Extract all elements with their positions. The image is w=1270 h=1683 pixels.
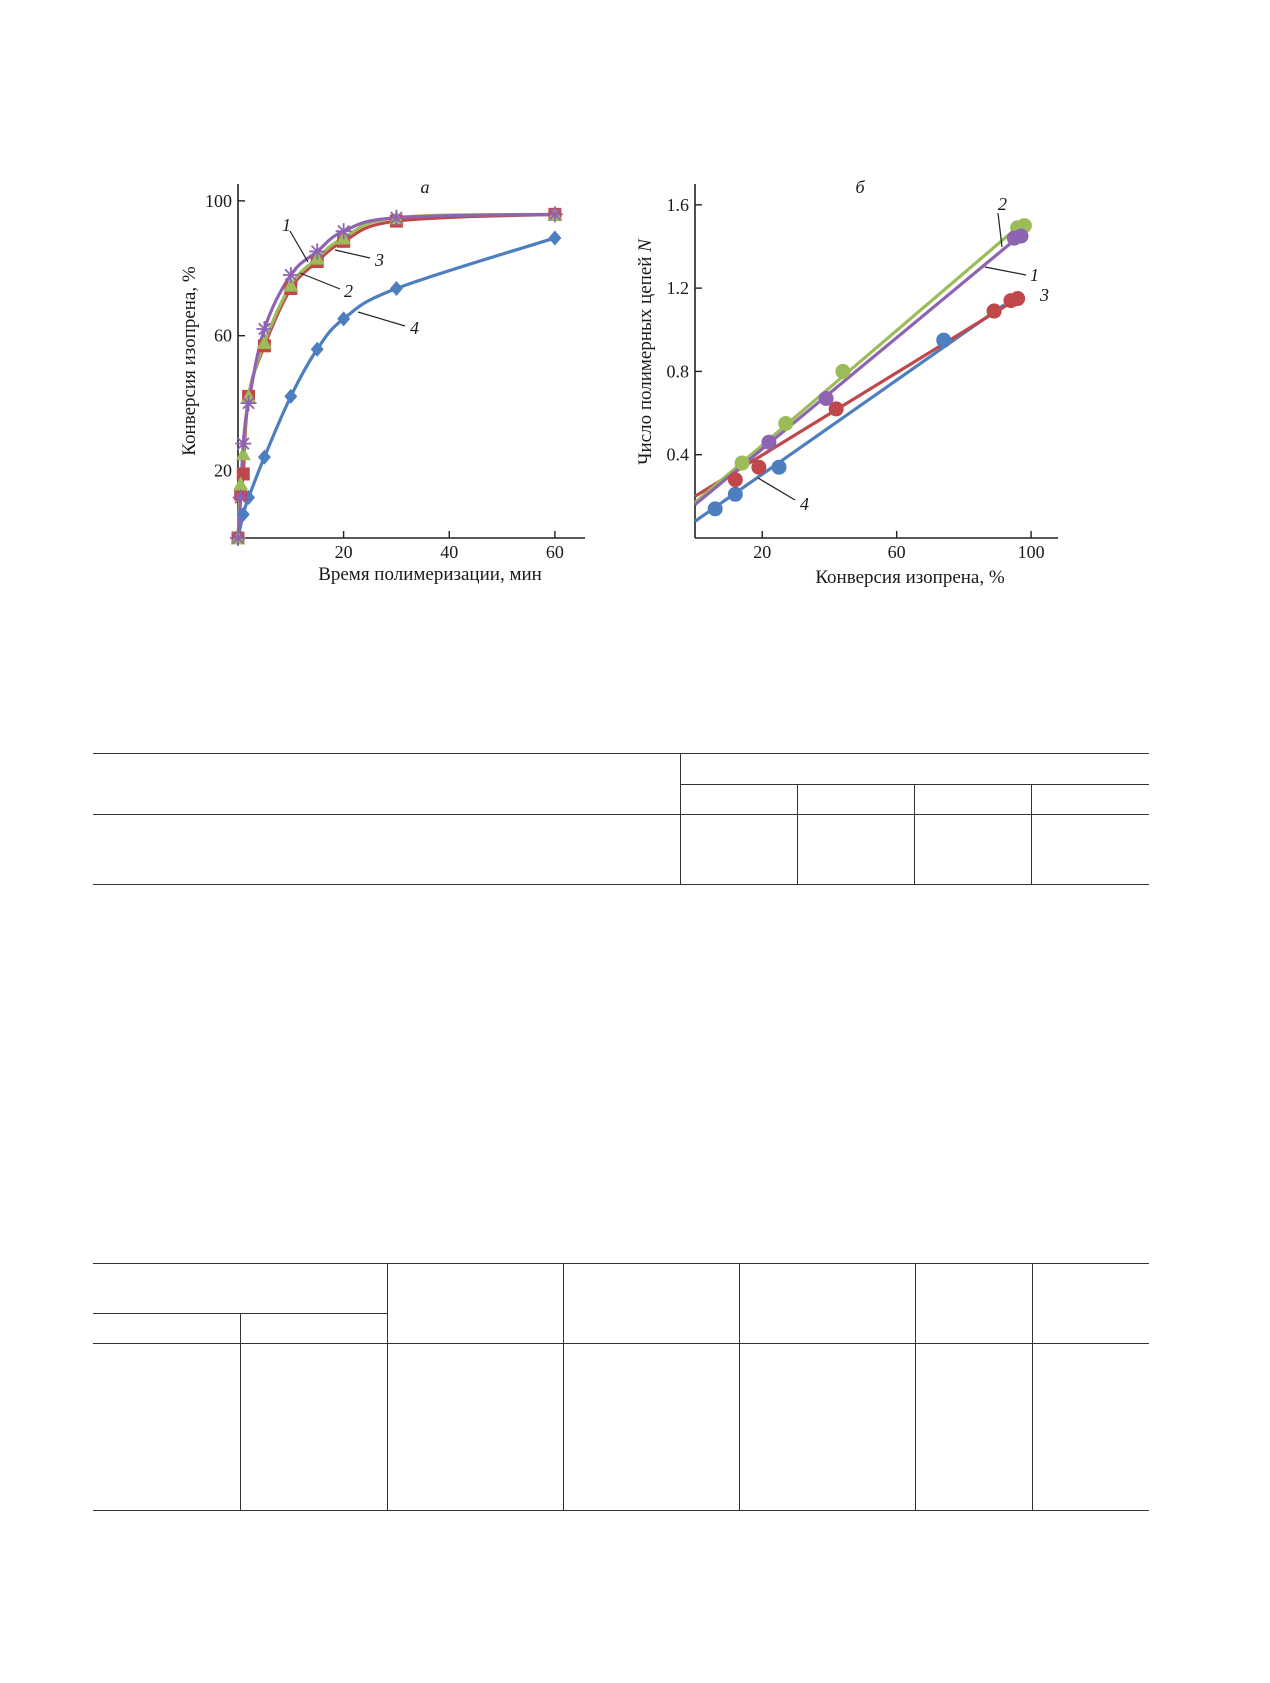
table-2-top-rule xyxy=(93,1263,1149,1264)
series-3-point xyxy=(728,472,743,487)
panel-a-xlabel: Время полимеризации, мин xyxy=(318,564,542,585)
series-1-line xyxy=(238,214,555,538)
b-label-2: 2 xyxy=(998,194,1007,214)
series-4-point xyxy=(708,501,723,516)
series-1-point xyxy=(241,395,257,411)
panel-a-x-tick-label: 20 xyxy=(334,542,353,562)
table-2-col-divider xyxy=(1032,1263,1033,1510)
panel-b-y-tick-label: 0.8 xyxy=(666,361,689,382)
series-3-point xyxy=(751,460,766,475)
a-label-1-leader xyxy=(290,231,308,262)
b-label-1-leader xyxy=(985,267,1026,275)
b-label-3: 3 xyxy=(1040,285,1049,305)
table-1-col-divider xyxy=(797,784,798,884)
a-label-3: 3 xyxy=(375,250,384,270)
table-1-bottom-rule xyxy=(93,884,1149,885)
table-2-col-divider xyxy=(915,1263,916,1510)
a-label-3-leader xyxy=(335,250,370,258)
series-2-point xyxy=(237,467,250,480)
panel-b-ylabel xyxy=(635,238,656,465)
table-1-top-rule xyxy=(93,753,1149,754)
panel-a-y-tick-label: 100 xyxy=(205,190,232,211)
panel-b-y-tick-label: 1.6 xyxy=(666,194,689,215)
panel-b-ylabel-text: Число полимерных цепей xyxy=(635,251,656,465)
table-1-col-divider xyxy=(914,784,915,884)
panel-b-ylabel-symbol: N xyxy=(635,239,656,252)
series-1-point xyxy=(309,243,325,259)
series-4-point xyxy=(390,281,403,296)
a-label-2: 2 xyxy=(344,281,353,301)
panel-a-x-tick-label: 40 xyxy=(440,542,459,562)
series-4-point xyxy=(284,389,297,404)
series-1-point xyxy=(233,490,249,506)
panel-b-x-tick-label: 60 xyxy=(887,542,906,562)
series-1-point xyxy=(235,436,251,452)
series-4-point xyxy=(772,460,787,475)
series-1-point xyxy=(819,391,834,406)
panel-b-y-tick-label: 1.2 xyxy=(666,278,689,299)
panel-b-letter: б xyxy=(855,177,865,197)
chart-panel-b xyxy=(635,177,1058,588)
series-3-point xyxy=(987,304,1002,319)
series-1-point xyxy=(256,321,272,337)
series-3-point xyxy=(1010,291,1025,306)
panel-a-y-tick-label: 20 xyxy=(214,460,232,481)
a-label-1: 1 xyxy=(282,215,291,235)
series-1-point xyxy=(283,267,299,283)
table-2-header-rule xyxy=(93,1343,1149,1344)
panel-b-x-tick-label: 100 xyxy=(1017,542,1045,562)
panel-a-letter: a xyxy=(420,177,430,197)
b-label-1: 1 xyxy=(1030,265,1039,285)
series-1-point xyxy=(336,223,352,239)
series-4-point xyxy=(728,487,743,502)
table-2-col-divider xyxy=(563,1263,564,1510)
panel-a-ylabel: Конверсия изопрена, % xyxy=(179,266,200,456)
b-label-4: 4 xyxy=(800,494,809,514)
series-4-point xyxy=(258,450,271,465)
b-label-4-leader xyxy=(758,478,795,500)
series-1-point xyxy=(547,206,563,222)
series-2-line xyxy=(238,214,555,538)
series-3-line xyxy=(238,214,555,538)
series-4-point xyxy=(548,230,561,245)
table-2-bottom-rule xyxy=(93,1510,1149,1511)
series-4-point xyxy=(936,333,951,348)
series-1-point xyxy=(230,530,246,546)
series-4-fit-line xyxy=(695,305,1004,522)
series-2-point xyxy=(735,456,750,471)
table-2-col-divider xyxy=(739,1263,740,1510)
table-2-col-divider xyxy=(387,1263,388,1510)
table-2-col-divider xyxy=(240,1313,241,1510)
panel-b-y-tick-label: 0.4 xyxy=(666,444,689,465)
series-2-point xyxy=(835,364,850,379)
table-1-col-divider xyxy=(680,753,681,884)
table-1-header-rule xyxy=(93,814,1149,815)
chart-panel-a xyxy=(179,177,585,585)
figure xyxy=(0,0,1270,640)
panel-b-xlabel: Конверсия изопрена, % xyxy=(815,567,1005,588)
a-label-4: 4 xyxy=(410,318,419,338)
series-1-point xyxy=(1014,229,1029,244)
series-2-point xyxy=(778,416,793,431)
series-1-point xyxy=(761,435,776,450)
panel-a-y-tick-label: 60 xyxy=(214,325,232,346)
table-1-col-divider xyxy=(1031,784,1032,884)
a-label-4-leader xyxy=(358,312,405,326)
a-label-2-leader xyxy=(300,273,340,289)
series-1-point xyxy=(388,210,404,226)
panel-a-x-tick-label: 60 xyxy=(545,542,564,562)
panel-b-x-tick-label: 20 xyxy=(753,542,772,562)
